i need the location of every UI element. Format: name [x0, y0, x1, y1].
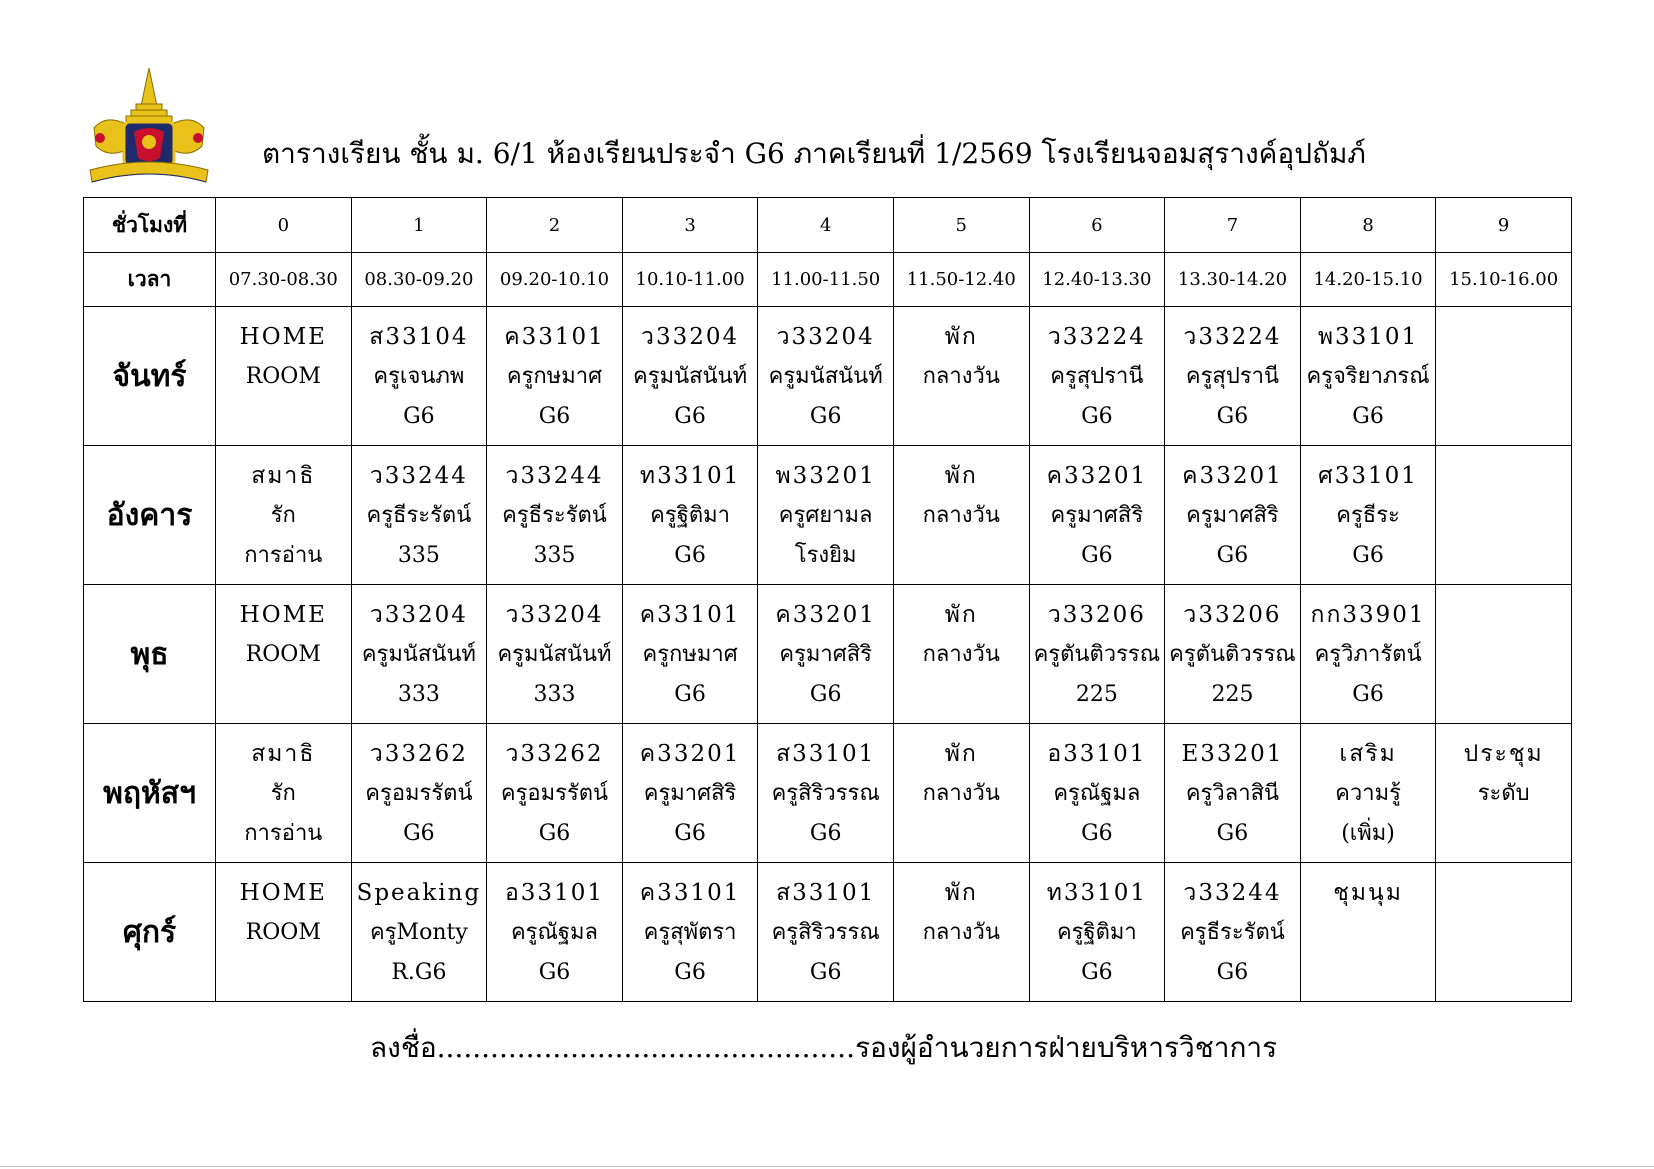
cell-teacher: ครูธีระรัตน์ — [366, 503, 472, 528]
period-cell — [622, 307, 758, 446]
period-cell — [216, 724, 352, 863]
cell-teacher: ครูเจนภพ — [373, 364, 465, 389]
hour-header: ชั่วโมงที่ — [84, 198, 216, 253]
cell-teacher: ครูมาศสิริ — [1050, 503, 1144, 528]
period-cell — [487, 446, 623, 585]
cell-room: G6 — [674, 960, 706, 985]
cell-subject-code: HOME — [239, 880, 327, 906]
cell-subject-code: ว33244 — [1183, 880, 1282, 906]
cell-room: G6 — [403, 821, 435, 846]
cell-teacher: กลางวัน — [922, 781, 1000, 806]
period-cell — [351, 307, 487, 446]
times-row — [84, 253, 1572, 307]
cell-subject-code: พัก — [944, 880, 978, 906]
cell-subject-code: ค33201 — [775, 602, 876, 628]
cell-teacher: ครูMonty — [370, 920, 468, 945]
period-cell — [758, 863, 894, 1002]
period-cell — [351, 863, 487, 1002]
time-range: 11.50-12.40 — [893, 253, 1029, 307]
period-cell — [758, 307, 894, 446]
period-cell — [1300, 863, 1436, 1002]
cell-subject-code: ว33206 — [1047, 602, 1146, 628]
period-cell — [1436, 585, 1572, 724]
cell-subject-code: พัก — [944, 463, 978, 489]
cell-subject-code: ค33201 — [1182, 463, 1283, 489]
hour-number: 8 — [1300, 198, 1436, 253]
day-row — [84, 724, 1572, 863]
cell-subject-code: HOME — [239, 324, 327, 350]
cell-teacher: ครูธีระรัตน์ — [502, 503, 607, 528]
cell-subject-code: ว33224 — [1047, 324, 1146, 350]
hour-number: 9 — [1436, 198, 1572, 253]
cell-room: G6 — [809, 404, 842, 429]
cell-room: G6 — [674, 682, 706, 707]
cell-subject-code: ศ33101 — [1318, 463, 1418, 489]
period-cell — [487, 307, 623, 446]
cell-subject-code: ว33204 — [505, 602, 604, 628]
time-range: 15.10-16.00 — [1436, 253, 1572, 307]
cell-subject-code: อ33101 — [504, 880, 604, 906]
cell-room: 333 — [397, 682, 440, 707]
cell-subject-code: ส33101 — [776, 741, 876, 767]
cell-subject-code: ประชุม — [1463, 741, 1544, 767]
day-label: จันทร์ — [84, 307, 216, 446]
period-cell — [216, 863, 352, 1002]
cell-subject-code: สมาธิ — [251, 463, 316, 489]
cell-subject-code: พ33101 — [1317, 324, 1419, 350]
cell-room: G6 — [809, 821, 842, 846]
period-cell — [1029, 446, 1165, 585]
period-cell — [758, 724, 894, 863]
school-crest-icon — [86, 66, 212, 194]
time-range: 10.10-11.00 — [622, 253, 758, 307]
cell-teacher: ROOM — [245, 642, 321, 667]
cell-subject-code: ส33104 — [369, 324, 469, 350]
cell-teacher: ครูธีระ — [1336, 503, 1400, 528]
cell-teacher: ครูวิลาสินี — [1185, 781, 1280, 806]
day-label: อังคาร — [84, 446, 216, 585]
cell-teacher: กลางวัน — [922, 642, 1000, 667]
cell-room: G6 — [1352, 543, 1384, 568]
cell-subject-code: ค33201 — [1046, 463, 1148, 489]
time-range: 07.30-08.30 — [216, 253, 352, 307]
hour-number: 3 — [622, 198, 758, 253]
period-cell — [487, 585, 623, 724]
time-range: 08.30-09.20 — [351, 253, 487, 307]
cell-teacher: ครูฐิติมา — [1056, 920, 1137, 945]
cell-teacher: ครูกษมาศ — [642, 642, 738, 667]
time-range: 14.20-15.10 — [1300, 253, 1436, 307]
cell-teacher: ครูมาศสิริ — [1186, 503, 1279, 528]
hour-number: 1 — [351, 198, 487, 253]
hours-row — [84, 198, 1572, 253]
hour-number: 7 — [1165, 198, 1301, 253]
cell-subject-code: พัก — [944, 741, 978, 767]
cell-room: (เพิ่ม) — [1341, 821, 1395, 846]
cell-subject-code: สมาธิ — [251, 741, 316, 767]
cell-teacher: ระดับ — [1477, 781, 1530, 806]
cell-teacher: ครูสิริวรรณ — [771, 781, 880, 806]
cell-room: การอ่าน — [244, 543, 323, 568]
cell-subject-code: ค33101 — [504, 324, 605, 350]
cell-room: G6 — [809, 960, 842, 985]
cell-subject-code: พัก — [944, 324, 978, 350]
cell-teacher: ROOM — [245, 364, 321, 389]
cell-teacher: ครูฐิติมา — [650, 503, 730, 528]
cell-teacher: รัก — [270, 503, 296, 528]
signature-line: ลงชื่อ...............................................รองผู้อำนวยการฝ่ายบริหารวิชาการ — [370, 1031, 1278, 1064]
cell-room: G6 — [1216, 404, 1249, 429]
period-cell — [1165, 446, 1301, 585]
cell-room: G6 — [1081, 404, 1113, 429]
cell-teacher: ครูสุปรานี — [1050, 364, 1144, 389]
period-cell — [622, 863, 758, 1002]
period-cell — [1165, 724, 1301, 863]
period-cell — [893, 446, 1029, 585]
period-cell — [893, 585, 1029, 724]
cell-room: G6 — [538, 821, 571, 846]
cell-teacher: ความรู้ — [1335, 781, 1401, 806]
cell-subject-code: ว33244 — [369, 463, 468, 489]
cell-teacher: ครูตันติวรรณ — [1169, 642, 1296, 667]
period-cell — [622, 446, 758, 585]
cell-teacher: ครูวิภารัตน์ — [1314, 642, 1422, 667]
period-cell — [622, 585, 758, 724]
hour-number: 5 — [893, 198, 1029, 253]
cell-teacher: ครูณัฐมล — [1053, 781, 1141, 806]
cell-subject-code: ว33204 — [641, 324, 740, 350]
cell-teacher: ROOM — [245, 920, 321, 945]
cell-teacher: ครูมนัสนันท์ — [361, 642, 476, 667]
cell-teacher: ครูมนัสนันท์ — [768, 364, 883, 389]
day-row — [84, 585, 1572, 724]
cell-subject-code: ว33244 — [505, 463, 604, 489]
period-cell — [1029, 724, 1165, 863]
period-cell — [893, 863, 1029, 1002]
period-cell — [1029, 307, 1165, 446]
period-cell — [1165, 307, 1301, 446]
period-cell — [1436, 863, 1572, 1002]
period-cell — [216, 446, 352, 585]
cell-subject-code: ว33224 — [1183, 324, 1282, 350]
period-cell — [1436, 446, 1572, 585]
cell-room: G6 — [538, 404, 571, 429]
period-cell — [216, 307, 352, 446]
cell-subject-code: ว33204 — [776, 324, 875, 350]
cell-teacher: รัก — [270, 781, 296, 806]
cell-teacher: ครูณัฐมล — [510, 920, 599, 945]
cell-room: G6 — [1216, 960, 1249, 985]
day-label: ศุกร์ — [84, 863, 216, 1002]
cell-room: G6 — [1216, 821, 1249, 846]
hour-number: 0 — [216, 198, 352, 253]
hour-number: 2 — [487, 198, 623, 253]
cell-teacher: กลางวัน — [922, 503, 1000, 528]
time-header: เวลา — [84, 253, 216, 307]
cell-teacher: ครูมนัสนันท์ — [633, 364, 748, 389]
period-cell — [1165, 863, 1301, 1002]
cell-room: 335 — [533, 543, 576, 568]
cell-room: G6 — [1081, 543, 1113, 568]
hour-number: 4 — [758, 198, 894, 253]
period-cell — [1029, 585, 1165, 724]
cell-subject-code: ท33101 — [639, 463, 741, 489]
cell-subject-code: HOME — [239, 602, 327, 628]
period-cell — [1029, 863, 1165, 1002]
cell-room: R.G6 — [391, 960, 447, 985]
school-crest-logo — [86, 66, 212, 194]
cell-teacher: ครูสุพัตรา — [643, 920, 737, 945]
cell-subject-code: อ33101 — [1047, 741, 1147, 767]
period-cell — [622, 724, 758, 863]
cell-subject-code: ว33204 — [369, 602, 468, 628]
period-cell — [1436, 307, 1572, 446]
period-cell — [1436, 724, 1572, 863]
cell-teacher: ครูมนัสนันท์ — [497, 642, 612, 667]
cell-teacher: ครูจริยาภรณ์ — [1306, 364, 1430, 389]
timetable — [83, 197, 1572, 1002]
period-cell — [487, 863, 623, 1002]
cell-subject-code: ค33201 — [639, 741, 741, 767]
cell-subject-code: ส33101 — [776, 880, 876, 906]
footer-rule — [0, 1166, 1654, 1167]
period-cell — [351, 724, 487, 863]
cell-room: 225 — [1211, 682, 1254, 707]
cell-subject-code: พ33201 — [775, 463, 876, 489]
cell-room: G6 — [674, 543, 706, 568]
day-row — [84, 863, 1572, 1002]
cell-teacher: ครูธีระรัตน์ — [1180, 920, 1285, 945]
cell-subject-code: ท33101 — [1046, 880, 1148, 906]
cell-teacher: ครูสิริวรรณ — [771, 920, 880, 945]
cell-room: การอ่าน — [244, 821, 323, 846]
cell-subject-code: เสริม — [1339, 741, 1397, 767]
day-row — [84, 307, 1572, 446]
day-row — [84, 446, 1572, 585]
period-cell — [893, 724, 1029, 863]
period-cell — [1300, 585, 1436, 724]
cell-room: G6 — [1081, 821, 1113, 846]
time-range: 12.40-13.30 — [1029, 253, 1165, 307]
cell-room: 335 — [397, 543, 440, 568]
cell-room: G6 — [1352, 404, 1384, 429]
cell-teacher: ครูตันติวรรณ — [1033, 642, 1161, 667]
cell-room: G6 — [538, 960, 571, 985]
period-cell — [351, 585, 487, 724]
time-range: 09.20-10.10 — [487, 253, 623, 307]
cell-room: G6 — [1081, 960, 1113, 985]
period-cell — [487, 724, 623, 863]
cell-room: G6 — [674, 821, 706, 846]
page-title: ตารางเรียน ชั้น ม. 6/1 ห้องเรียนประจำ G6 ภาคเรียนที่ 1/2569 โรงเรียนจอมสุรางค์อุปถัมภ์ — [262, 137, 1366, 170]
period-cell — [758, 446, 894, 585]
time-range: 11.00-11.50 — [758, 253, 894, 307]
cell-subject-code: ชุมนุม — [1333, 880, 1403, 906]
cell-room: G6 — [403, 404, 435, 429]
cell-subject-code: ค33101 — [639, 880, 741, 906]
period-cell — [1300, 724, 1436, 863]
cell-teacher: ครูมาศสิริ — [779, 642, 872, 667]
cell-teacher: กลางวัน — [922, 920, 1000, 945]
cell-room: โรงยิม — [794, 543, 857, 568]
period-cell — [1165, 585, 1301, 724]
cell-subject-code: พัก — [944, 602, 978, 628]
period-cell — [1300, 307, 1436, 446]
cell-room: G6 — [1216, 543, 1249, 568]
cell-subject-code: กก33901 — [1310, 602, 1426, 628]
cell-room: 225 — [1075, 682, 1118, 707]
day-label: พุธ — [84, 585, 216, 724]
cell-teacher: ครูอมรรัตน์ — [365, 781, 473, 806]
cell-teacher: ครูมาศสิริ — [643, 781, 737, 806]
cell-teacher: ครูอมรรัตน์ — [500, 781, 609, 806]
period-cell — [1300, 446, 1436, 585]
cell-subject-code: Speaking — [356, 880, 482, 906]
cell-room: G6 — [809, 682, 842, 707]
cell-subject-code: ว33262 — [369, 741, 468, 767]
cell-subject-code: ว33206 — [1183, 602, 1282, 628]
cell-room: 333 — [533, 682, 576, 707]
cell-teacher: ครูศยามล — [778, 503, 873, 528]
cell-teacher: ครูกษมาศ — [506, 364, 603, 389]
hour-number: 6 — [1029, 198, 1165, 253]
cell-subject-code: ค33101 — [639, 602, 741, 628]
cell-subject-code: E33201 — [1181, 741, 1284, 767]
period-cell — [893, 307, 1029, 446]
period-cell — [351, 446, 487, 585]
cell-room: G6 — [674, 404, 706, 429]
cell-room: G6 — [1352, 682, 1384, 707]
time-range: 13.30-14.20 — [1165, 253, 1301, 307]
cell-teacher: ครูสุปรานี — [1185, 364, 1280, 389]
cell-subject-code: ว33262 — [505, 741, 604, 767]
cell-teacher: กลางวัน — [922, 364, 1000, 389]
day-label: พฤหัสฯ — [84, 724, 216, 863]
period-cell — [216, 585, 352, 724]
period-cell — [758, 585, 894, 724]
